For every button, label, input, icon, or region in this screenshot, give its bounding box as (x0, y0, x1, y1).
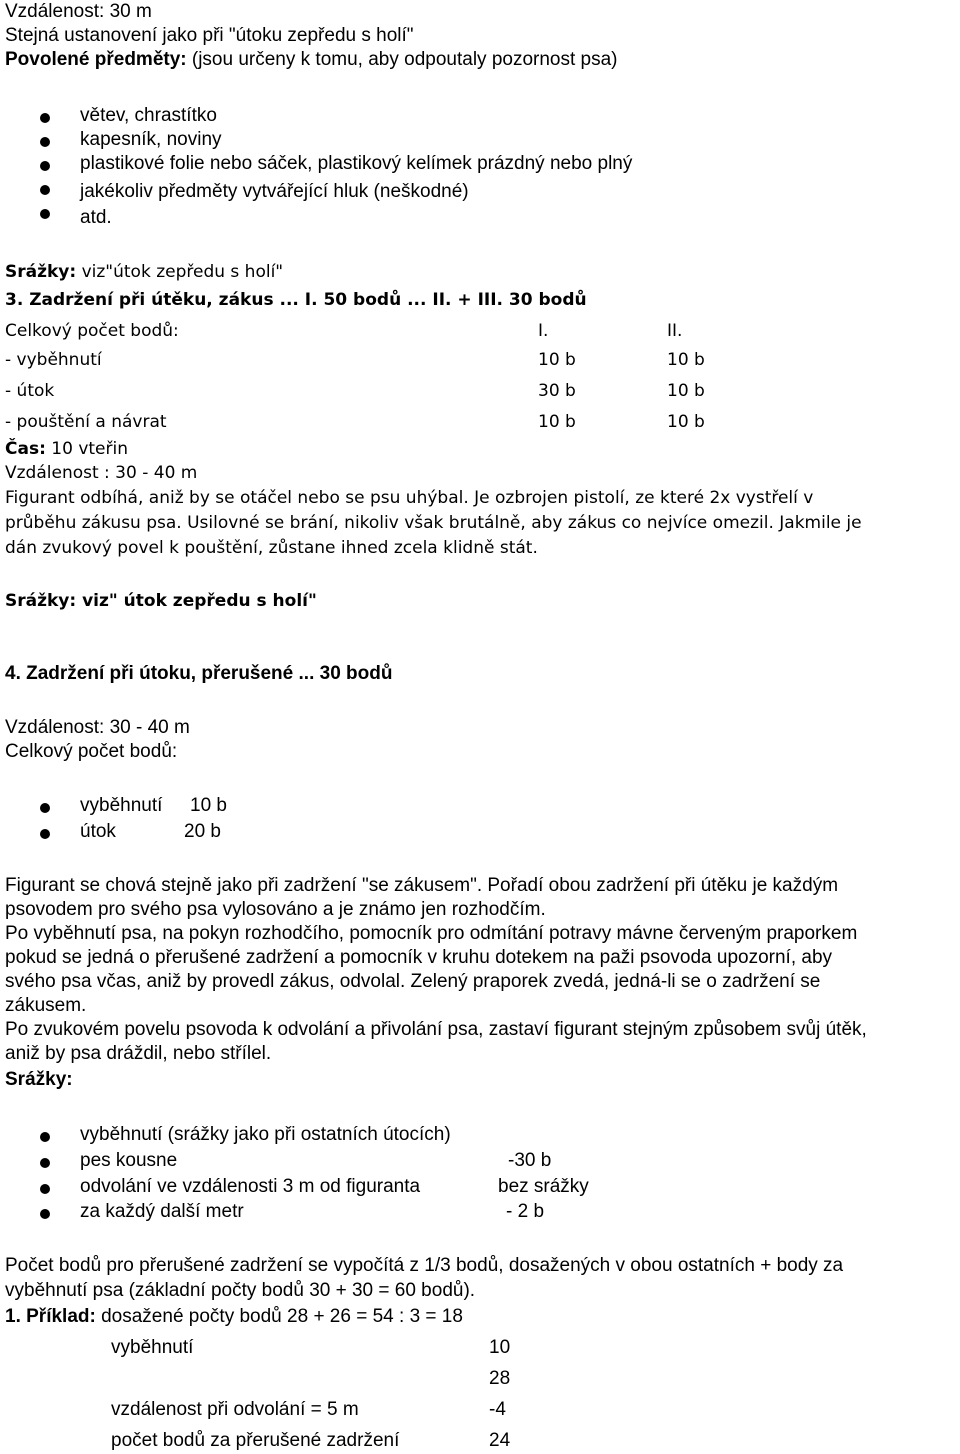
time-label: Čas: (5, 439, 46, 459)
section-3-title: 3. Zadržení při útěku, zákus ... I. 50 bodů ... II. + III. (5, 290, 504, 310)
table-cell: 10 b (538, 350, 576, 370)
bullet-icon (40, 803, 50, 813)
deduction-value: - 2 b (506, 1201, 545, 1222)
list-item-label: útok (80, 821, 116, 842)
table-cell: 10 b (667, 381, 705, 401)
list-item: větev, chrastítko (80, 105, 217, 126)
example-line (5, 1305, 463, 1329)
bullet-icon (40, 1158, 50, 1168)
section-4-title: 4. Zadržení při útoku, přerušené ... (5, 663, 315, 684)
paragraph-line: pokud se jedná o přerušené zadržení a pomocník v kruhu dotekem na paži psovoda upozorní, aby (5, 947, 833, 968)
table-cell: 10 b (667, 350, 705, 370)
bullet-icon (40, 185, 50, 195)
paragraph-line: Figurant se chová stejně jako při zadržení "se zákusem". Pořadí obou zadržení při útěku je každým (5, 875, 839, 896)
list-item: atd. (80, 207, 112, 228)
allowed-items-label: Povolené předměty: (5, 49, 187, 70)
paragraph-line: Po zvukovém povelu psovoda k odvolání a přivolání psa, zastaví figurant stejným způsobem svůj útěk, (5, 1019, 867, 1040)
section-4-points: 30 bodů (314, 663, 393, 684)
deduction-value: -30 b (508, 1150, 552, 1171)
list-item: jakékoliv předměty vytvářející hluk (neškodné) (80, 181, 469, 202)
srazky-label: Srážky: (5, 262, 77, 282)
list-item-value: 10 b (190, 795, 227, 816)
example-row-value: 28 (489, 1368, 511, 1389)
paragraph-line: Figurant odbíhá, aniž by se otáčel nebo se psu uhýbal. Je ozbrojen pistolí, ze které 2x vystřelí v (5, 488, 814, 508)
bullet-icon (40, 1209, 50, 1219)
paragraph-line: psovodem pro svého psa vylosováno a je známo jen rozhodčím. (5, 899, 546, 920)
time-line (5, 437, 128, 461)
paragraph-line: aniž by psa dráždil, nebo střílel. (5, 1043, 272, 1064)
total-points-label: Celkový počet bodů: (5, 741, 178, 762)
example-row-value: -4 (489, 1399, 506, 1420)
paragraph-line: dán zvukový povel k pouštění, zůstane ihned zcela klidně stát. (5, 538, 538, 558)
calc-line: Počet bodů pro přerušené zadržení se vypočítá z 1/3 bodů, dosažených v obou ostatních + body za (5, 1255, 844, 1276)
table-cell: 30 b (538, 381, 576, 401)
bullet-icon (40, 1184, 50, 1194)
bullet-icon (40, 1132, 50, 1142)
bullet-icon (40, 113, 50, 123)
example-row-value: 10 (489, 1337, 511, 1358)
list-item-value: 20 b (184, 821, 221, 842)
list-item-label: vyběhnutí (80, 795, 163, 816)
paragraph-line: Po vyběhnutí psa, na pokyn rozhodčího, pomocník pro odmítání potravy mávne červeným praporkem (5, 923, 858, 944)
points-header-label: Celkový počet bodů: (5, 321, 179, 341)
list-item: plastikové folie nebo sáček, plastikový kelímek prázdný nebo plný (80, 153, 633, 174)
table-cell: 10 b (667, 412, 705, 432)
calc-line: vyběhnutí psa (základní počty bodů 30 + 30 = 60 bodů). (5, 1280, 476, 1301)
deduction-label: vyběhnutí (srážky jako při ostatních útocích) (80, 1124, 451, 1145)
points-header-col1: I. (538, 321, 549, 341)
table-cell: 10 b (538, 412, 576, 432)
distance-line: Vzdálenost: 30 - 40 m (5, 717, 190, 738)
srazky-ref: viz"útok zepředu s holí" (76, 262, 284, 282)
section-3-points: 30 bodů (503, 290, 587, 310)
allowed-items-note: (jsou určeny k tomu, aby odpoutaly pozornost psa) (186, 49, 618, 70)
section-3-heading (5, 288, 587, 312)
bullet-icon (40, 209, 50, 219)
deduction-label: pes kousne (80, 1150, 178, 1171)
example-row-label: vzdálenost při odvolání = 5 m (111, 1399, 359, 1420)
example-row-label: vyběhnutí (111, 1337, 194, 1358)
bullet-icon (40, 137, 50, 147)
deduction-value: bez srážky (498, 1176, 589, 1197)
srazky-line (5, 260, 283, 284)
points-header-col2: II. (667, 321, 683, 341)
rules-line: Stejná ustanovení jako při "útoku zepředu s holí" (5, 25, 414, 46)
bullet-icon (40, 161, 50, 171)
deduction-label: za každý další metr (80, 1201, 244, 1222)
table-row-label: - útok (5, 381, 55, 401)
paragraph-line: zákusem. (5, 995, 87, 1016)
list-item: kapesník, noviny (80, 129, 222, 150)
table-row-label: - vyběhnutí (5, 350, 102, 370)
example-row-value: 24 (489, 1430, 511, 1451)
allowed-items-line (5, 48, 618, 72)
srazky-line: Srážky: viz" útok zepředu s holí" (5, 591, 317, 611)
example-row-label: počet bodů za přerušené zadržení (111, 1430, 400, 1451)
example-formula: dosažené počty bodů 28 + 26 = 54 : 3 = 18 (95, 1306, 463, 1327)
section-4-heading (5, 662, 392, 686)
deduction-label: odvolání ve vzdálenosti 3 m od figuranta (80, 1176, 421, 1197)
distance-line: Vzdálenost : 30 - 40 m (5, 463, 198, 483)
time-value: 10 vteřin (45, 439, 128, 459)
paragraph-line: svého psa včas, aniž by provedl zákus, odvolal. Zelený praporek zvedá, jedná-li se o zadržení se (5, 971, 821, 992)
paragraph-line: průběhu zákusu psa. Usilovné se brání, nikoliv však brutálně, aby zákus co nejvíce omezil. Jakmile je (5, 513, 862, 533)
bullet-icon (40, 829, 50, 839)
srazky-label: Srážky: (5, 1069, 73, 1090)
table-row-label: - pouštění a návrat (5, 412, 167, 432)
distance-line: Vzdálenost: 30 m (5, 1, 152, 22)
example-label: 1. Příklad: (5, 1306, 96, 1327)
